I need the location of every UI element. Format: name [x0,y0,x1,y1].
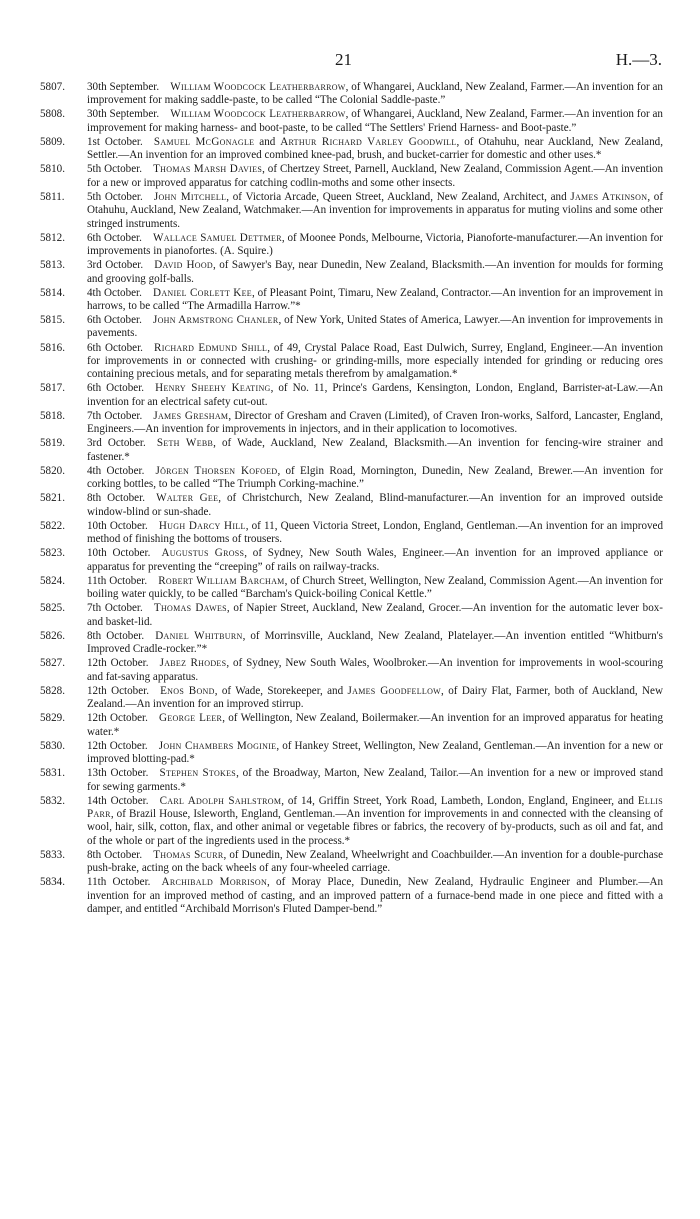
entry-date: 10th October. [87,547,151,560]
entry-number: 5821. [40,492,65,505]
entry-date: 12th October. [87,684,149,697]
applicant-details: , of New York, United States of America, Lawyer. [278,314,501,327]
entry-number: 5828. [40,684,65,697]
entry-number: 5807. [40,81,65,93]
applicant-details: , of Sydney, New South Wales, Engineer. [244,547,445,560]
applicant-name: Henry Sheehy Keating [155,382,271,395]
invention-description: —An invention for boiling water quickly, to be called “Barcham's Quick-boiling Conical Kettle.” [87,574,663,601]
patent-entry [40,712,663,739]
applicant-name: Robert William Barcham [158,574,285,587]
entry-date: 1st October. [87,135,143,148]
entry-number: 5833. [40,848,65,861]
patent-entry [40,287,663,314]
applicant-name: Daniel Corlett Kee [153,286,252,299]
entry-date: 10th October. [87,519,148,532]
applicant-name: Hugh Darcy Hill [158,519,246,532]
entry-number: 5820. [40,464,65,477]
applicant-name: William Woodcock Leatherbarrow [170,108,346,121]
applicant-name: Thomas Scurr [153,848,224,861]
entry-number: 5826. [40,629,65,642]
entry-date: 6th October. [87,314,142,327]
entry-date: 8th October. [87,492,145,505]
applicant-name: James Gresham [153,409,229,422]
applicant-details: , of Victoria Arcade, Queen Street, Auckland, New Zealand, Architect, and [226,190,571,203]
invention-description: —An invention for improvements in wool-scouring and fat-saving apparatus. [87,657,664,683]
entry-date: 12th October. [87,712,148,725]
applicant-details: , of No. 11, Prince's Gardens, Kensington, London, England, Barrister-at-Law. [270,382,639,395]
applicant-name: David Hood [154,259,214,272]
applicant-name: Samuel McGonagle [153,135,255,148]
entry-number: 5817. [40,382,65,395]
applicant-details: , of Pleasant Point, Timaru, New Zealand, Contractor. [251,286,491,299]
patent-entry [40,575,663,602]
applicant-details: , Director of Gresham and Craven (Limited), of Craven Iron-works, Salford, Lancaster, England, Engineers. [87,409,663,436]
invention-description: —An invention for an improved method of casting, and an improved pattern of a furnace-bend made in one piece and fitted with a damper, and entitled “Archibald Morrison's Fluted Damper-bend.” [87,876,663,915]
invention-description: —An invention for corking bottles, to be called “The Triumph Corking-machine.” [87,464,664,491]
entry-number: 5829. [40,712,65,725]
applicant-name: Thomas Marsh Davies [153,163,263,176]
entry-number: 5812. [40,231,65,244]
applicant-name: Stephen Stokes [159,767,237,780]
entry-number: 5823. [40,547,65,560]
applicant-details: , of Wellington, New Zealand, Boilermaker. [222,712,420,725]
applicant-name: Seth Webb [156,437,214,450]
entry-date: 3rd October. [87,259,144,272]
entry-number: 5815. [40,314,65,327]
entry-date: 11th October. [87,876,151,889]
applicant-name: William Woodcock Leatherbarrow [170,81,346,93]
entry-date: 4th October. [87,464,145,477]
patent-entry [40,767,663,794]
entry-date: 6th October. [87,341,143,354]
patent-entry [40,108,663,135]
invention-description: —An invention for an improvement for making saddle-paste, to be called “The Colonial Saddle-paste.” [87,81,663,107]
applicant-details: , of 14, Griffin Street, York Road, Lambeth, London, England, Engineer, and [281,794,638,807]
applicant-name: George Leer [159,712,223,725]
invention-description: —An invention for improvements in apparatus for muting violins and some other stringed instruments. [87,204,663,230]
applicant-name: Carl Adolph Sahlstrom [159,794,282,807]
applicant-details: , of Chertzey Street, Parnell, Auckland, New Zealand, Commission Agent. [262,163,594,176]
applicant-name: John Armstrong Chanler [152,314,279,327]
patent-entry [40,259,663,286]
patent-entry [40,163,663,190]
invention-description: —An invention for an improved outside window-blind or sun-shade. [87,492,663,518]
patent-entry [40,547,663,574]
applicant-details: , of Moonee Ponds, Melbourne, Victoria, Pianoforte-manufacturer. [281,231,578,244]
patent-entry [40,314,663,341]
invention-description: —An invention for the automatic lever box- and basket-lid. [87,602,664,628]
entry-number: 5814. [40,286,65,299]
invention-description: —An invention for a double-purchase push-brake, acting on the back wheels of any four-wheeled carriage. [87,848,664,875]
applicant-details: , of Wade, Storekeeper, and [214,684,348,697]
applicant-name: Archibald Morrison [161,876,268,889]
invention-description: —An invention for moulds for forming and grooving golf-balls. [87,259,664,285]
page-number: 21 [335,50,352,69]
entry-number: 5819. [40,437,65,450]
entry-date: 5th October. [87,190,143,203]
applicant-name: James Goodfellow [347,684,442,697]
entry-date: 14th October. [87,794,149,807]
applicant-details: , of Whangarei, Auckland, New Zealand, Farmer. [345,108,565,121]
applicant-details: , of 11, Queen Victoria Street, London, England, Gentleman. [245,519,518,532]
invention-description: —An invention for an improved apparatus for heating water.* [87,712,664,738]
patent-entry [40,876,663,916]
invention-description: —An invention for an improvement for making harness- and boot-paste, to be called “The Settlers' Friend Harness- and Boot-paste.” [87,108,663,134]
patent-entry [40,437,663,464]
invention-description: —An invention for an improved appliance or apparatus for preventing the “creeping” of rails on railway-tracks. [87,547,663,573]
entry-date: 12th October. [87,657,149,670]
entry-date: 8th October. [87,848,143,861]
applicant-name: John Mitchell [153,190,227,203]
applicant-details: , of Morrinsville, Auckland, New Zealand, Platelayer. [242,629,495,642]
applicant-details: , of Otahuhu, Auckland, New Zealand, Watchmaker. [87,190,664,217]
entry-date: 4th October. [87,286,142,299]
applicant-details: , of Church Street, Wellington, New Zealand, Commission Agent. [284,574,578,587]
patent-entry [40,849,663,876]
patent-entry [40,492,663,519]
applicant-details: , of the Broadway, Marton, New Zealand, Tailor. [236,767,459,780]
patent-entry [40,382,663,409]
applicant-name: Augustus Gross [161,547,245,560]
entry-date: 5th October. [87,163,142,176]
entry-number: 5813. [40,259,65,272]
applicant-details: , of Moray Place, Dunedin, New Zealand, Hydraulic Engineer and Plumber. [267,876,639,889]
entry-number: 5822. [40,519,65,532]
applicant-name: Ellis Parr [87,794,663,820]
applicant-details: , of Christchurch, New Zealand, Blind-manufacturer. [218,492,469,505]
entry-number: 5816. [40,341,65,354]
entry-number: 5831. [40,767,65,780]
entry-date: 13th October. [87,767,149,780]
entry-date: 8th October. [87,629,145,642]
applicant-name: Richard Edmund Shill [154,341,268,354]
invention-description: —An invention for an improvement in harrows, to be called “The Armadilla Harrow.”* [87,286,663,312]
entry-date: 3rd October. [87,437,146,450]
applicant-name: Daniel Whitburn [155,629,243,642]
entry-number: 5830. [40,739,65,752]
applicant-details: , of Dairy Flat, Farmer, both of Auckland, New Zealand. [87,684,663,711]
patent-entry [40,232,663,259]
applicant-name: Wallace Samuel Dettmer [152,231,282,244]
entry-number: 5832. [40,794,65,807]
invention-description: —An invention for improvements in and connected with the cleansing of wool, hair, silk, cotton, flax, and other animal or vegetable fibres or fabrics, the recovery of by-products, such as oil and fat, and of the whole or part of the ingredients used in the process.* [87,808,663,847]
invention-description: —An invention for a new or improved apparatus for catching codlin-moths and some other insects. [87,163,663,189]
invention-description: —An invention for an improved stirrup. [125,698,304,711]
applicant-name: Walter Gee [156,492,219,505]
entry-date: 6th October. [87,382,145,395]
invention-description: —An invention for fencing-wire strainer and fastener.* [87,437,663,463]
invention-description: —An invention for improvements in pavements. [87,314,664,340]
entry-number: 5809. [40,135,65,148]
entry-number: 5808. [40,108,65,121]
invention-description: —An invention for improvements in injectors, and in their application to locomotives. [134,423,518,436]
applicant-name: Jörgen Thorsen Kofoed [155,464,278,477]
entry-date: 11th October. [87,574,148,587]
invention-description: —An invention entitled “Whitburn's Improved Cradle-rocker.”* [87,629,663,656]
patent-entry [40,81,663,108]
applicant-name: Enos Bond [160,684,215,697]
entry-date: 7th October. [87,602,143,615]
invention-description: —An invention for an electrical safety cut-out. [87,382,663,408]
applicant-details: , of 49, Crystal Palace Road, East Dulwich, Surrey, England, Engineer. [267,341,593,354]
entry-number: 5827. [40,657,65,670]
patent-entry [40,657,663,684]
entry-number: 5825. [40,602,65,615]
patent-entry [40,410,663,437]
applicant-name: Arthur Richard Varley Goodwill [280,135,457,148]
applicant-details: , of Wade, Auckland, New Zealand, Blacksmith. [213,437,448,450]
applicant-name: Thomas Dawes [153,602,227,615]
patent-entry [40,520,663,547]
applicant-details: , of Dunedin, New Zealand, Wheelwright and Coachbuilder. [223,848,494,861]
patent-entry [40,342,663,382]
applicant-details: , of Sydney, New South Wales, Woolbroker. [226,657,428,670]
applicant-details: , of Napier Street, Auckland, New Zealand, Grocer. [226,602,462,615]
entry-date: 30th September. [87,108,160,121]
entry-date: 6th October. [87,231,142,244]
entry-number: 5811. [40,190,65,203]
patent-entry [40,740,663,767]
applicant-name: James Atkinson [570,190,648,203]
patent-entry-list [40,81,663,916]
applicant-details: and [254,135,281,148]
patent-entry [40,191,663,231]
invention-description: —An invention for a new or improved blotting-pad.* [87,739,663,766]
applicant-details: , of Sawyer's Bay, near Dunedin, New Zealand, Blacksmith. [213,259,485,272]
entry-date: 12th October. [87,739,148,752]
patent-entry [40,630,663,657]
invention-description: —An invention for improvements in pianofortes. (A. Squire.) [87,231,664,258]
applicant-details: , of Hankey Street, Wellington, New Zealand, Gentleman. [276,739,536,752]
applicant-details: , of Otahuhu, near Auckland, New Zealand, Settler. [87,135,663,162]
invention-description: —An invention for an improved combined knee-pad, brush, and bucket-carrier for domestic and other uses.* [118,149,602,162]
patent-entry [40,685,663,712]
section-code: H.—3. [615,50,662,69]
entry-number: 5810. [40,163,65,176]
entry-date: 7th October. [87,409,143,422]
applicant-name: Jabez Rhodes [159,657,227,670]
patent-entry [40,465,663,492]
patent-entry [40,602,663,629]
page-header [40,47,663,81]
invention-description: —An invention for a new or improved stand for sewing garments.* [87,767,663,793]
entry-number: 5824. [40,574,65,587]
entry-date: 30th September. [87,81,160,93]
applicant-name: John Chambers Moginie [158,739,277,752]
entry-number: 5834. [40,876,65,889]
applicant-details: , of Brazil House, Isleworth, England, Gentleman. [110,808,336,820]
patent-entry [40,136,663,163]
invention-description: —An invention for an improved method of finishing the bottoms of trousers. [87,519,664,546]
patent-entry [40,795,663,848]
invention-description: —An invention for improvements in or connected with crushing- or grinding-mills, more especially intended for grinding or reducing ores containing precious metals, and for separating metals therefrom by amalgamation.* [87,341,663,381]
applicant-details: , of Elgin Road, Mornington, Dunedin, New Zealand, Brewer. [277,464,573,477]
entry-number: 5818. [40,409,65,422]
applicant-details: , of Whangarei, Auckland, New Zealand, Farmer. [345,81,565,93]
